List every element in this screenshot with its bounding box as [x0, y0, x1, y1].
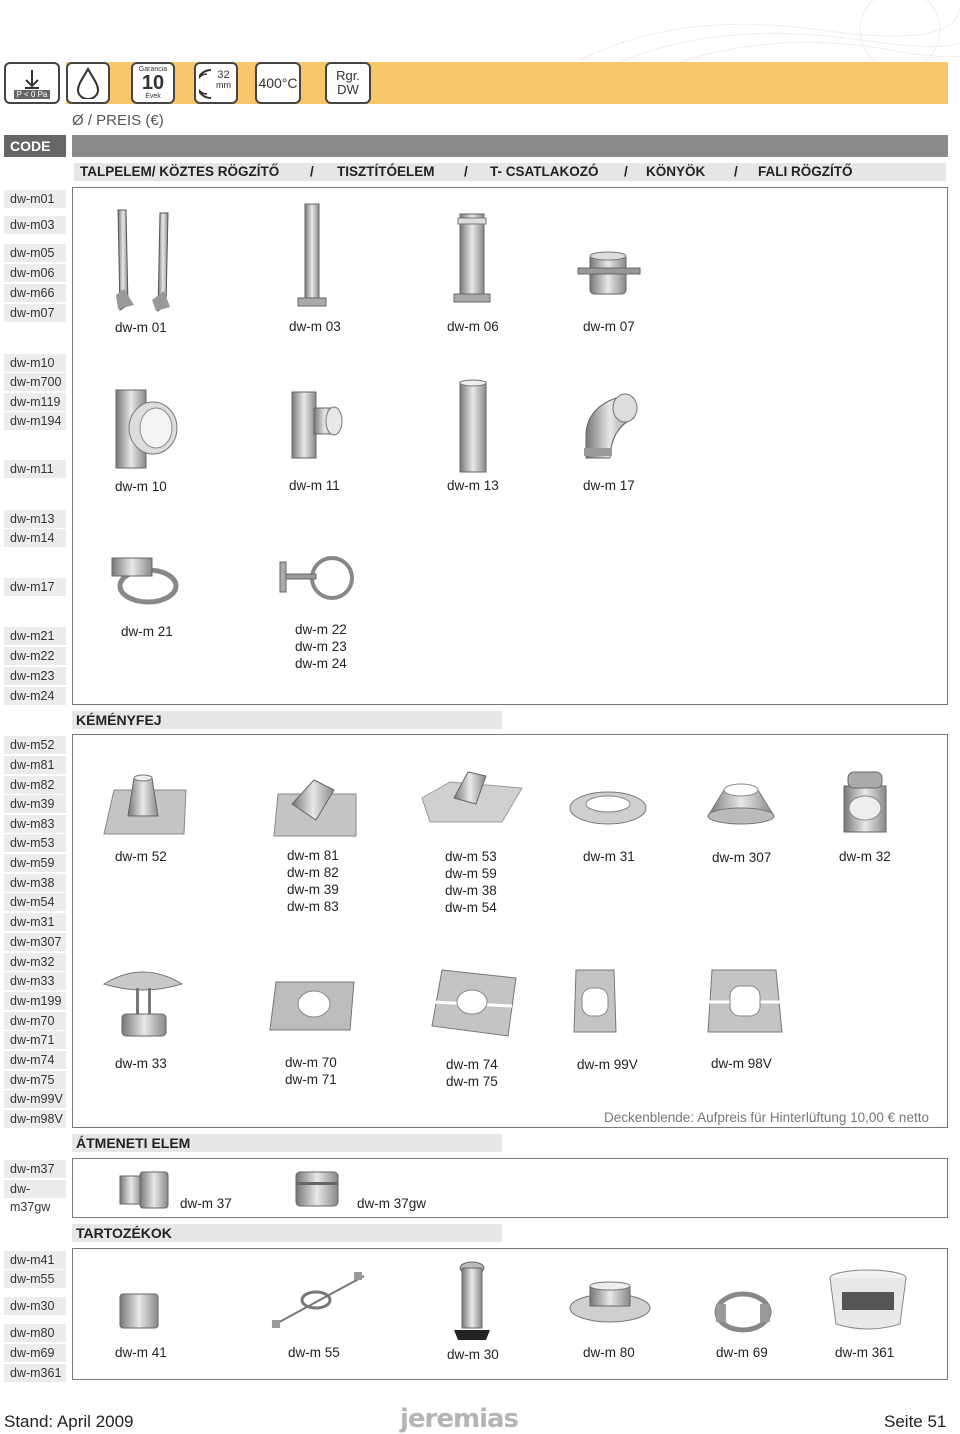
- label-dw-m53-group: [445, 848, 497, 916]
- rain-cap-image: [100, 966, 186, 1050]
- code-cell-dw-m17: dw-m17: [4, 578, 66, 596]
- label-dw-m59: dw-m 59: [445, 866, 497, 881]
- code-cell-dw-m24: dw-m24: [4, 687, 66, 705]
- group-label: Rgr.: [336, 67, 360, 83]
- straight-pipe-image: [452, 376, 496, 476]
- section-kemenyfej: KÉMÉNYFEJ: [72, 711, 502, 729]
- insulation-icon-box: [194, 62, 238, 104]
- label-dw-m55: dw-m 55: [288, 1345, 340, 1360]
- label-dw-m22-24: [295, 621, 347, 672]
- group-value: DW: [337, 82, 359, 97]
- header-bar: [72, 135, 948, 157]
- label-dw-m01: dw-m 01: [115, 320, 167, 335]
- category-sep: /: [464, 164, 468, 179]
- code-cell-dw-m361: dw-m361: [4, 1364, 66, 1382]
- label-dw-m17: dw-m 17: [583, 478, 635, 493]
- code-cell-dw-m32: dw-m32: [4, 953, 66, 971]
- base-plate-image: [566, 1278, 654, 1326]
- wall-clamp-image: [106, 550, 180, 608]
- storm-collar-image: [566, 788, 650, 830]
- split-ceiling-plate-image: [428, 968, 520, 1038]
- code-cell-dw-m71: dw-m71: [4, 1031, 66, 1049]
- panel-mounting: [72, 187, 948, 705]
- code-cell-dw-m33: dw-m33: [4, 972, 66, 990]
- footer-logo: jeremias: [400, 1404, 519, 1434]
- label-dw-m69: dw-m 69: [716, 1345, 768, 1360]
- label-dw-m70: dw-m 70: [285, 1055, 337, 1070]
- code-cell-dw-m39: dw-m39: [4, 795, 66, 813]
- label-dw-m52: dw-m 52: [115, 849, 167, 864]
- code-cell-dw-m53: dw-m53: [4, 834, 66, 852]
- code-cell-dw-m05: dw-m05: [4, 244, 66, 262]
- footer-page: Seite 51: [884, 1412, 947, 1431]
- pipe-clamp-image: [710, 1284, 776, 1336]
- code-cell-dw-m37: dw-m37: [4, 1160, 66, 1178]
- code-cell-dw-m119: dw-m119: [4, 393, 66, 411]
- category-sep: /: [310, 164, 314, 179]
- cone-collar-image: [704, 776, 778, 828]
- code-cell-dw-m06: dw-m06: [4, 264, 66, 282]
- label-dw-m21: dw-m 21: [121, 624, 173, 639]
- code-cell-dw-m54: dw-m54: [4, 893, 66, 911]
- category-talpelem: TALPELEM/ KÖZTES RÖGZÍTŐ: [80, 164, 280, 179]
- code-cell-dw-m13: dw-m13: [4, 510, 66, 528]
- rain-collar-pipe-image: [446, 1258, 496, 1342]
- tee-cleaning-image: [108, 386, 180, 474]
- label-dw-m06: dw-m 06: [447, 319, 499, 334]
- guy-wire-set-image: [268, 1270, 368, 1330]
- warranty-icon-box: [131, 62, 175, 104]
- pressure-icon-box: [4, 62, 60, 104]
- code-cell-dw-m81: dw-m81: [4, 756, 66, 774]
- code-cell-dw-m700: dw-m700: [4, 373, 66, 391]
- code-cell-dw-m41: dw-m41: [4, 1251, 66, 1269]
- code-cell-dw-m31: dw-m31: [4, 913, 66, 931]
- warranty-top: Garancia: [138, 66, 168, 73]
- roof-flashing-angled-image: [270, 776, 360, 838]
- label-dw-m74: dw-m 74: [446, 1057, 498, 1072]
- label-dw-m307: dw-m 307: [712, 850, 772, 865]
- label-dw-m82: dw-m 82: [287, 865, 339, 880]
- split-ventilated-plate-image: [704, 966, 784, 1036]
- code-cell-dw-m194: dw-m194: [4, 412, 66, 430]
- label-dw-m10: dw-m 10: [115, 479, 167, 494]
- label-dw-m99V: dw-m 99V: [577, 1057, 638, 1072]
- label-dw-m83: dw-m 83: [287, 899, 339, 914]
- code-cell-dw-m30: dw-m30: [4, 1297, 66, 1315]
- label-dw-m39: dw-m 39: [287, 882, 339, 897]
- adjustable-wall-clamp-image: [276, 552, 356, 604]
- code-cell-dw-m98V: dw-m98V: [4, 1110, 66, 1128]
- code-cell-dw-m11: dw-m11: [4, 460, 66, 478]
- label-dw-m37gw: dw-m 37gw: [357, 1196, 427, 1211]
- label-dw-m03: dw-m 03: [289, 319, 341, 334]
- temperature-box: [255, 62, 301, 104]
- code-cell-dw-m52: dw-m52: [4, 736, 66, 754]
- category-konyok: KÖNYÖK: [646, 164, 706, 179]
- group-box: [325, 62, 371, 104]
- label-dw-m74-group: [446, 1056, 498, 1090]
- price-header: Ø / PREIS (€): [72, 112, 164, 129]
- category-sep: /: [734, 164, 738, 179]
- label-dw-m31: dw-m 31: [583, 849, 635, 864]
- code-cell-dw-m23: dw-m23: [4, 667, 66, 685]
- insulation-icon: [199, 68, 213, 100]
- label-dw-m71: dw-m 71: [285, 1072, 337, 1087]
- code-cell-dw-m55: dw-m55: [4, 1270, 66, 1288]
- label-dw-m54: dw-m 54: [445, 900, 497, 915]
- category-fali: FALI RÖGZÍTŐ: [758, 164, 853, 179]
- label-dw-m38: dw-m 38: [445, 883, 497, 898]
- pipe-with-plate-image: [292, 200, 332, 310]
- drop-icon: [75, 67, 101, 99]
- code-cell-dw-m10: dw-m10: [4, 354, 66, 372]
- wall-collar-image: [574, 246, 644, 302]
- category-t-csatlakozo: T- CSATLAKOZÓ: [490, 164, 599, 179]
- label-dw-m37: dw-m 37: [180, 1196, 232, 1211]
- label-dw-m75: dw-m 75: [446, 1074, 498, 1089]
- code-cell-dw-m59: dw-m59: [4, 854, 66, 872]
- short-pipe-image: [116, 1290, 162, 1332]
- code-cell-dw-m03: dw-m03: [4, 216, 66, 234]
- category-sep: /: [624, 164, 628, 179]
- code-cell-dw-m80: dw-m80: [4, 1324, 66, 1342]
- code-cell-dw-m69: dw-m69: [4, 1344, 66, 1362]
- label-dw-m70-group: [285, 1054, 337, 1088]
- code-cell-dw-m70: dw-m70: [4, 1012, 66, 1030]
- elbow-pipe-image: [576, 388, 646, 464]
- label-dw-m361: dw-m 361: [835, 1345, 895, 1360]
- pressure-text: P < 0 Pa: [14, 90, 51, 99]
- label-dw-m13: dw-m 13: [447, 478, 499, 493]
- label-dw-m41: dw-m 41: [115, 1345, 167, 1360]
- adapter-gw-image: [292, 1166, 342, 1210]
- code-cell-dw-m83: dw-m83: [4, 815, 66, 833]
- code-cell-dw-m07: dw-m07: [4, 304, 66, 322]
- code-header: CODE: [4, 135, 66, 157]
- label-dw-m24: dw-m 24: [295, 656, 347, 671]
- label-dw-m81: dw-m 81: [287, 848, 339, 863]
- code-cell-dw-m307: dw-m307: [4, 933, 66, 951]
- code-cell-dw-m82: dw-m82: [4, 776, 66, 794]
- tee-connector-image: [286, 388, 346, 464]
- code-cell-dw-m74: dw-m74: [4, 1051, 66, 1069]
- warranty-bottom: Évek: [145, 93, 161, 100]
- price-note: Deckenblende: Aufpreis für Hinterlüftung 10,00 € netto: [604, 1110, 929, 1125]
- temperature-value: 400°C: [258, 75, 298, 91]
- code-cell-dw-m37gw: dw-m37gw: [4, 1180, 66, 1198]
- code-cell-dw-m199: dw-m199: [4, 992, 66, 1010]
- adapter-pipe-image: [116, 1166, 172, 1212]
- panel-tartozekok: [72, 1248, 948, 1380]
- ceiling-plate-image: [266, 978, 358, 1034]
- code-cell-dw-m75: dw-m75: [4, 1071, 66, 1089]
- label-dw-m33: dw-m 33: [115, 1056, 167, 1071]
- pressure-arrow-icon: [22, 68, 42, 90]
- label-dw-m23: dw-m 23: [295, 639, 347, 654]
- chimney-top-image: [838, 766, 892, 836]
- insulation-unit: mm: [216, 80, 231, 90]
- decorative-background-lines: [560, 0, 960, 62]
- code-cell-dw-m14: dw-m14: [4, 529, 66, 547]
- code-cell-dw-m21: dw-m21: [4, 627, 66, 645]
- label-dw-m32: dw-m 32: [839, 849, 891, 864]
- code-cell-dw-m22: dw-m22: [4, 647, 66, 665]
- wall-bracket-image: [108, 205, 178, 315]
- warranty-years: 10: [141, 72, 165, 94]
- roof-flashing-lead-image: [420, 768, 524, 826]
- code-cell-dw-m01: dw-m01: [4, 190, 66, 208]
- roof-flashing-flat-image: [100, 772, 188, 836]
- category-tisztito: TISZTÍTÓELEM: [337, 164, 435, 179]
- section-tartozekok: TARTOZÉKOK: [72, 1224, 502, 1242]
- sealant-bucket-image: [826, 1268, 910, 1332]
- label-dw-m11: dw-m 11: [289, 478, 340, 493]
- code-cell-dw-m66: dw-m66: [4, 284, 66, 302]
- code-cell-dw-m99V: dw-m99V: [4, 1090, 66, 1108]
- label-dw-m81-group: [287, 847, 339, 915]
- label-dw-m07: dw-m 07: [583, 319, 635, 334]
- cleaning-pipe-image: [450, 210, 496, 310]
- drop-icon-box: [66, 62, 110, 104]
- label-dw-m53: dw-m 53: [445, 849, 497, 864]
- section-atmeneti-elem: ÁTMENETI ELEM: [72, 1134, 502, 1152]
- label-dw-m22: dw-m 22: [295, 622, 347, 637]
- footer-date: Stand: April 2009: [4, 1412, 134, 1431]
- label-dw-m80: dw-m 80: [583, 1345, 635, 1360]
- label-dw-m30: dw-m 30: [447, 1347, 499, 1362]
- insulation-thickness: 32: [217, 69, 230, 81]
- code-cell-dw-m38: dw-m38: [4, 874, 66, 892]
- label-dw-m98V: dw-m 98V: [711, 1056, 772, 1071]
- ventilated-ceiling-plate-image: [570, 966, 620, 1036]
